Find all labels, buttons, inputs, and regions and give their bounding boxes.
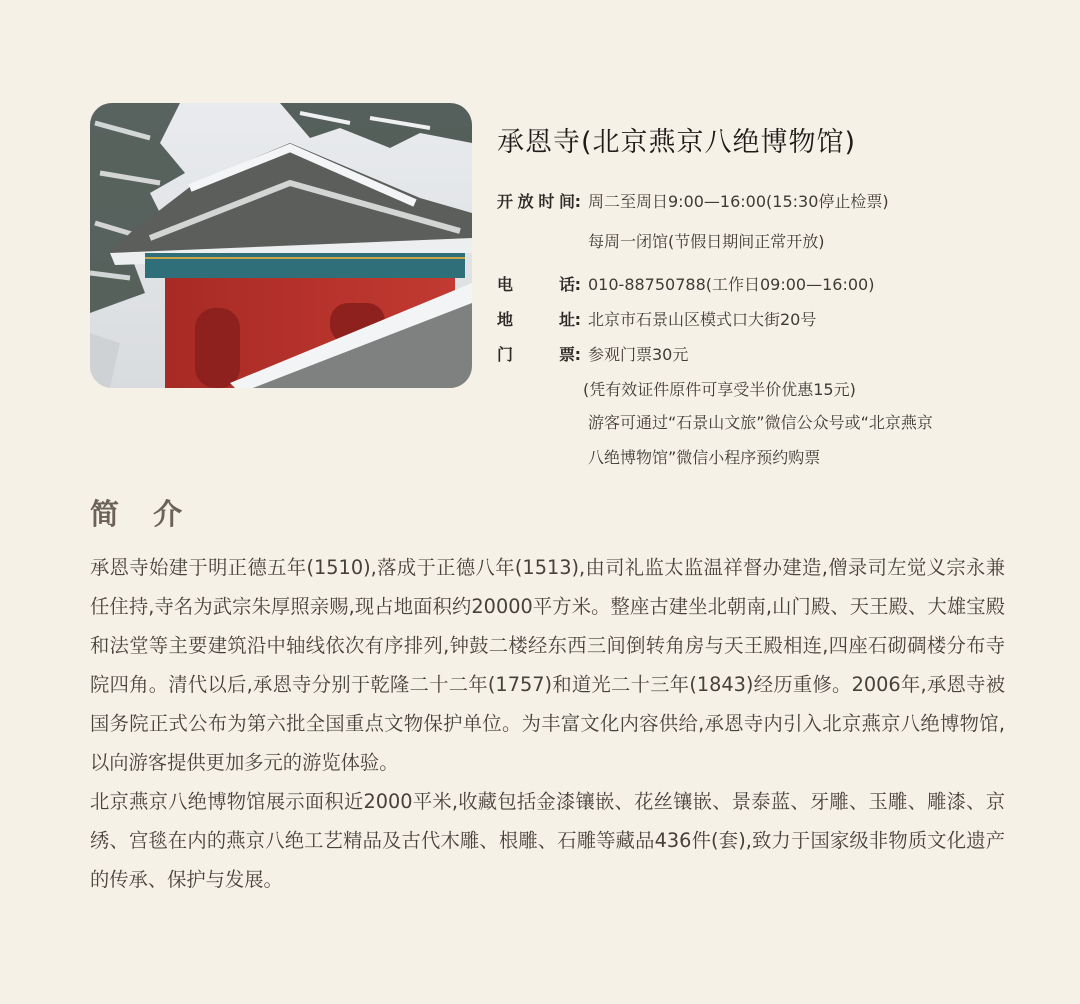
address-value: 北京市石景山区模式口大街20号 [588, 310, 817, 329]
ticket-value-2: (凭有效证件原件可享受半价优惠15元) [583, 380, 856, 399]
address-label: 地 址 : [497, 310, 581, 329]
ticket-value: 参观门票30元 [588, 345, 689, 364]
temple-photo-icon [90, 103, 472, 388]
intro-paragraph: 北京燕京八绝博物馆展示面积近2000平米,收藏包括金漆镶嵌、花丝镶嵌、景泰蓝、牙雕、玉雕、雕漆、京绣、宫毯在内的燕京八绝工艺精品及古代木雕、根雕、石雕等藏品436件(套),致力于国家级非物质文化遗产的传承、保护与发展。 [90, 790, 1005, 891]
intro-text [90, 548, 1005, 899]
hours-value: 周二至周日9:00—16:00(15:30停止检票) [588, 192, 889, 211]
phone-value: 010-88750788(工作日09:00—16:00) [588, 275, 875, 294]
intro-heading: 简 介 [90, 497, 195, 531]
venue-title: 承恩寺(北京燕京八绝博物馆) [497, 127, 857, 158]
ticket-label: 门 票 : [497, 345, 581, 364]
ticket-value-3: 游客可通过“石景山文旅”微信公众号或“北京燕京 [588, 413, 933, 432]
intro-paragraph: 承恩寺始建于明正德五年(1510),落成于正德八年(1513),由司礼监太监温祥督办建造,僧录司左觉义宗永兼任住持,寺名为武宗朱厚照亲赐,现占地面积约20000平方米。整座古建坐北朝南,山门殿、天王殿、大雄宝殿和法堂等主要建筑沿中轴线依次有序排列,钟鼓二楼经东西三间倒转角房与天王殿相连,四座石砌碉楼分布寺院四角。清代以后,承恩寺分别于乾隆二十二年(1757)和道光二十三年(1843)经历重修。2006年,承恩寺被国务院正式公布为第六批全国重点文物保护单位。为丰富文化内容供给,承恩寺内引入北京燕京八绝博物馆,以向游客提供更加多元的游览体验。 [90, 556, 1005, 774]
phone-label: 电 话 : [497, 275, 581, 294]
ticket-value-4: 八绝博物馆”微信小程序预约购票 [588, 448, 821, 467]
hours-value-2: 每周一闭馆(节假日期间正常开放) [588, 232, 825, 251]
hours-label: 开 放 时 间 : [497, 192, 581, 211]
